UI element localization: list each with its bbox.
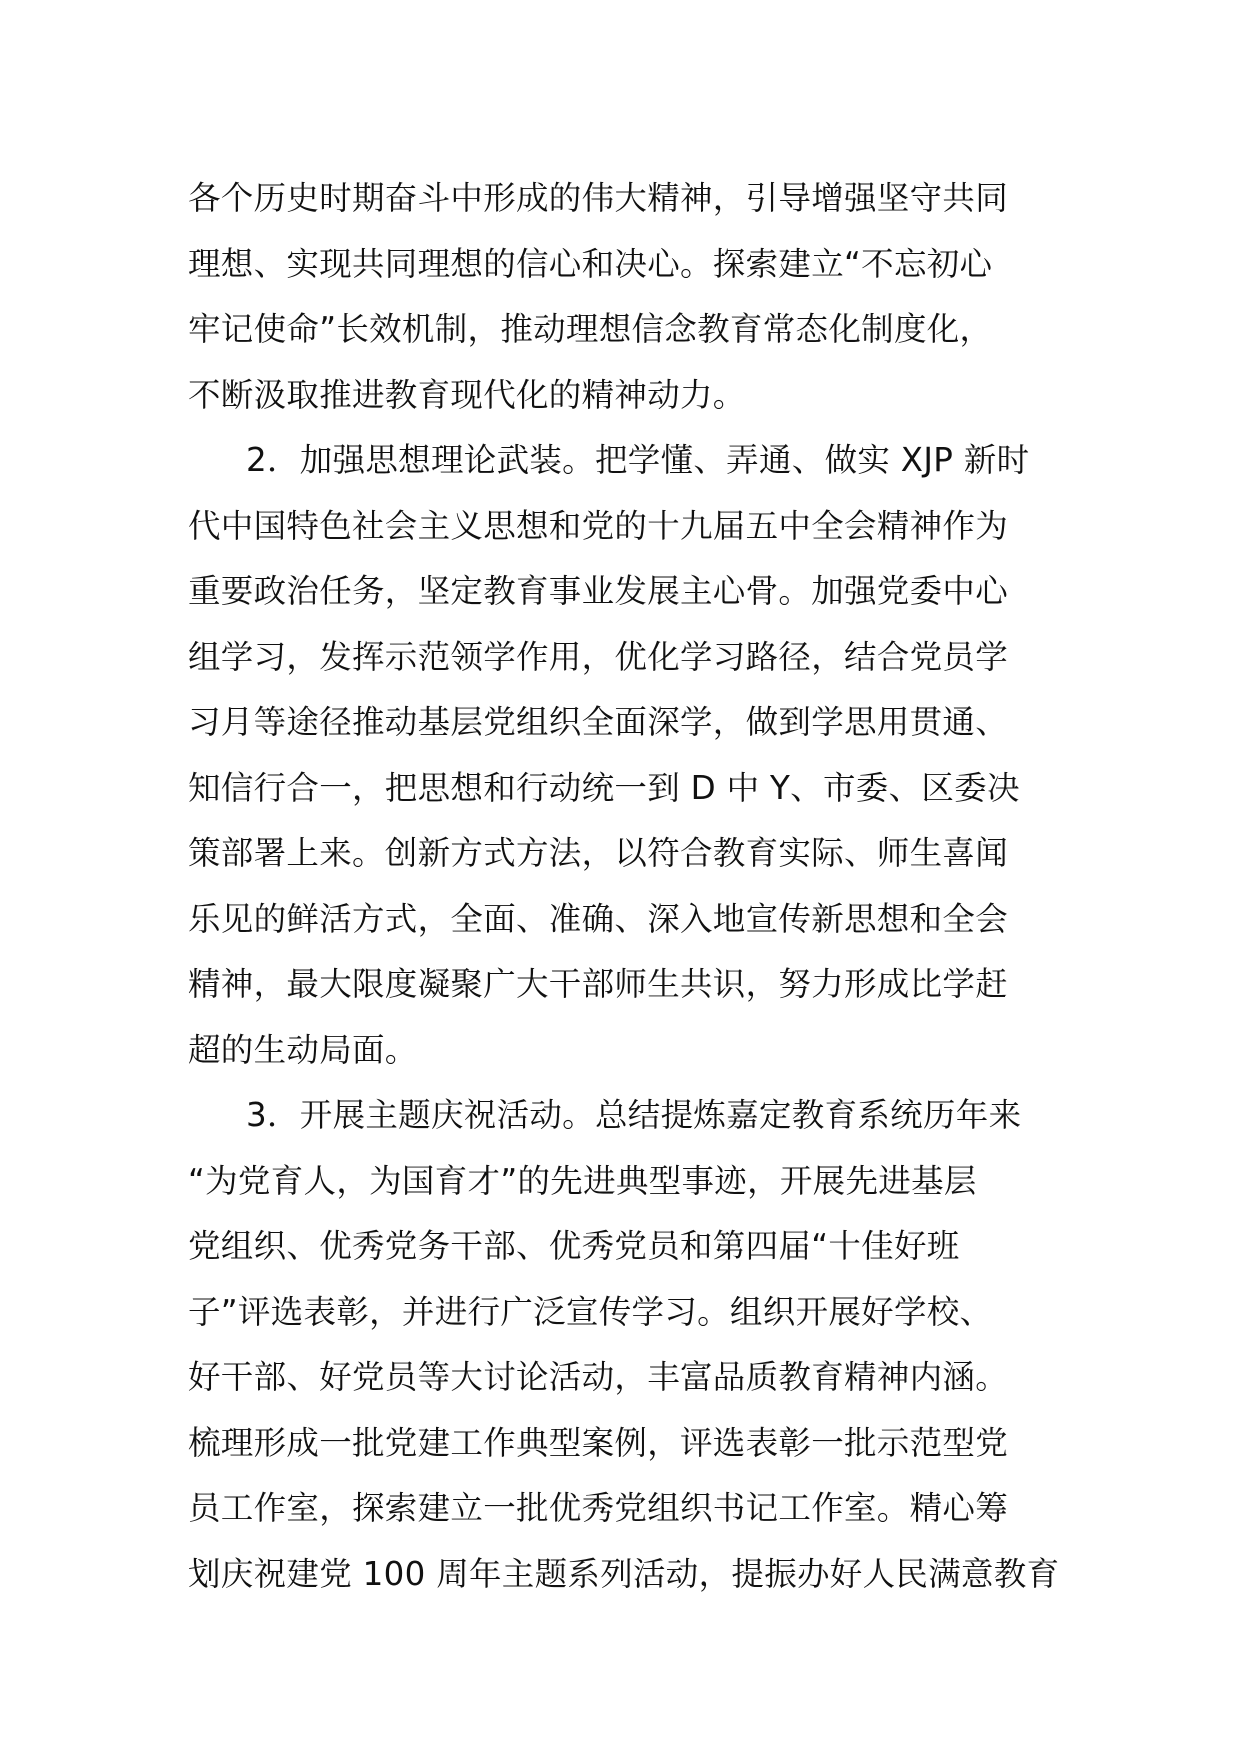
text-line: 牢记使命”长效机制，推动理想信念教育常态化制度化， [188, 310, 993, 348]
text-line: 不断汲取推进教育现代化的精神动力。 [188, 375, 746, 414]
text-line: 习月等途径推动基层党组织全面深学，做到学思用贯通、 [188, 703, 1009, 741]
text-line: 子”评选表彰，并进行广泛宣传学习。组织开展好学校、 [188, 1292, 993, 1331]
text-line: 乐见的鲜活方式，全面、准确、深入地宣传新思想和全会 [188, 899, 1009, 938]
text-line: 组学习，发挥示范领学作用，优化学习路径，结合党员学 [188, 637, 1009, 676]
text-line: 精神，最大限度凝聚广大干部师生共识，努力形成比学赶 [188, 965, 1009, 1003]
text-line: 重要政治任务，坚定教育事业发展主心骨。加强党委中心 [188, 572, 1009, 610]
text-line: 知信行合一，把思想和行动统一到 D 中 Y、市委、区委决 [188, 768, 1020, 807]
text-line: 梳理形成一批党建工作典型案例，评选表彰一批示范型党 [188, 1423, 1009, 1462]
text-line: 策部署上来。创新方式方法，以符合教育实际、师生喜闻 [188, 834, 1009, 872]
text-line: 划庆祝建党 100 周年主题系列活动，提振办好人民满意教育 [188, 1554, 1060, 1593]
paragraph-2-first-line: 2．加强思想理论武装。把学懂、弄通、做实 XJP 新时 [246, 441, 1030, 479]
text-line: 各个历史时期奋斗中形成的伟大精神，引导增强坚守共同 [188, 179, 1009, 217]
text-line: 好干部、好党员等大讨论活动，丰富品质教育精神内涵。 [188, 1358, 1009, 1396]
text-line: 员工作室，探索建立一批优秀党组织书记工作室。精心筹 [188, 1489, 1009, 1527]
paragraph-3-first-line: 3．开展主题庆祝活动。总结提炼嘉定教育系统历年来 [246, 1096, 1022, 1134]
text-line: 超的生动局面。 [188, 1030, 418, 1069]
text-line: 代中国特色社会主义思想和党的十九届五中全会精神作为 [188, 506, 1009, 545]
text-line: 党组织、优秀党务干部、优秀党员和第四届“十佳好班 [188, 1227, 960, 1265]
text-line: 理想、实现共同理想的信心和决心。探索建立“不忘初心 [188, 244, 993, 283]
body-text [188, 166, 1058, 1607]
text-line: “为党育人，为国育才”的先进典型事迹，开展先进基层 [188, 1161, 977, 1200]
